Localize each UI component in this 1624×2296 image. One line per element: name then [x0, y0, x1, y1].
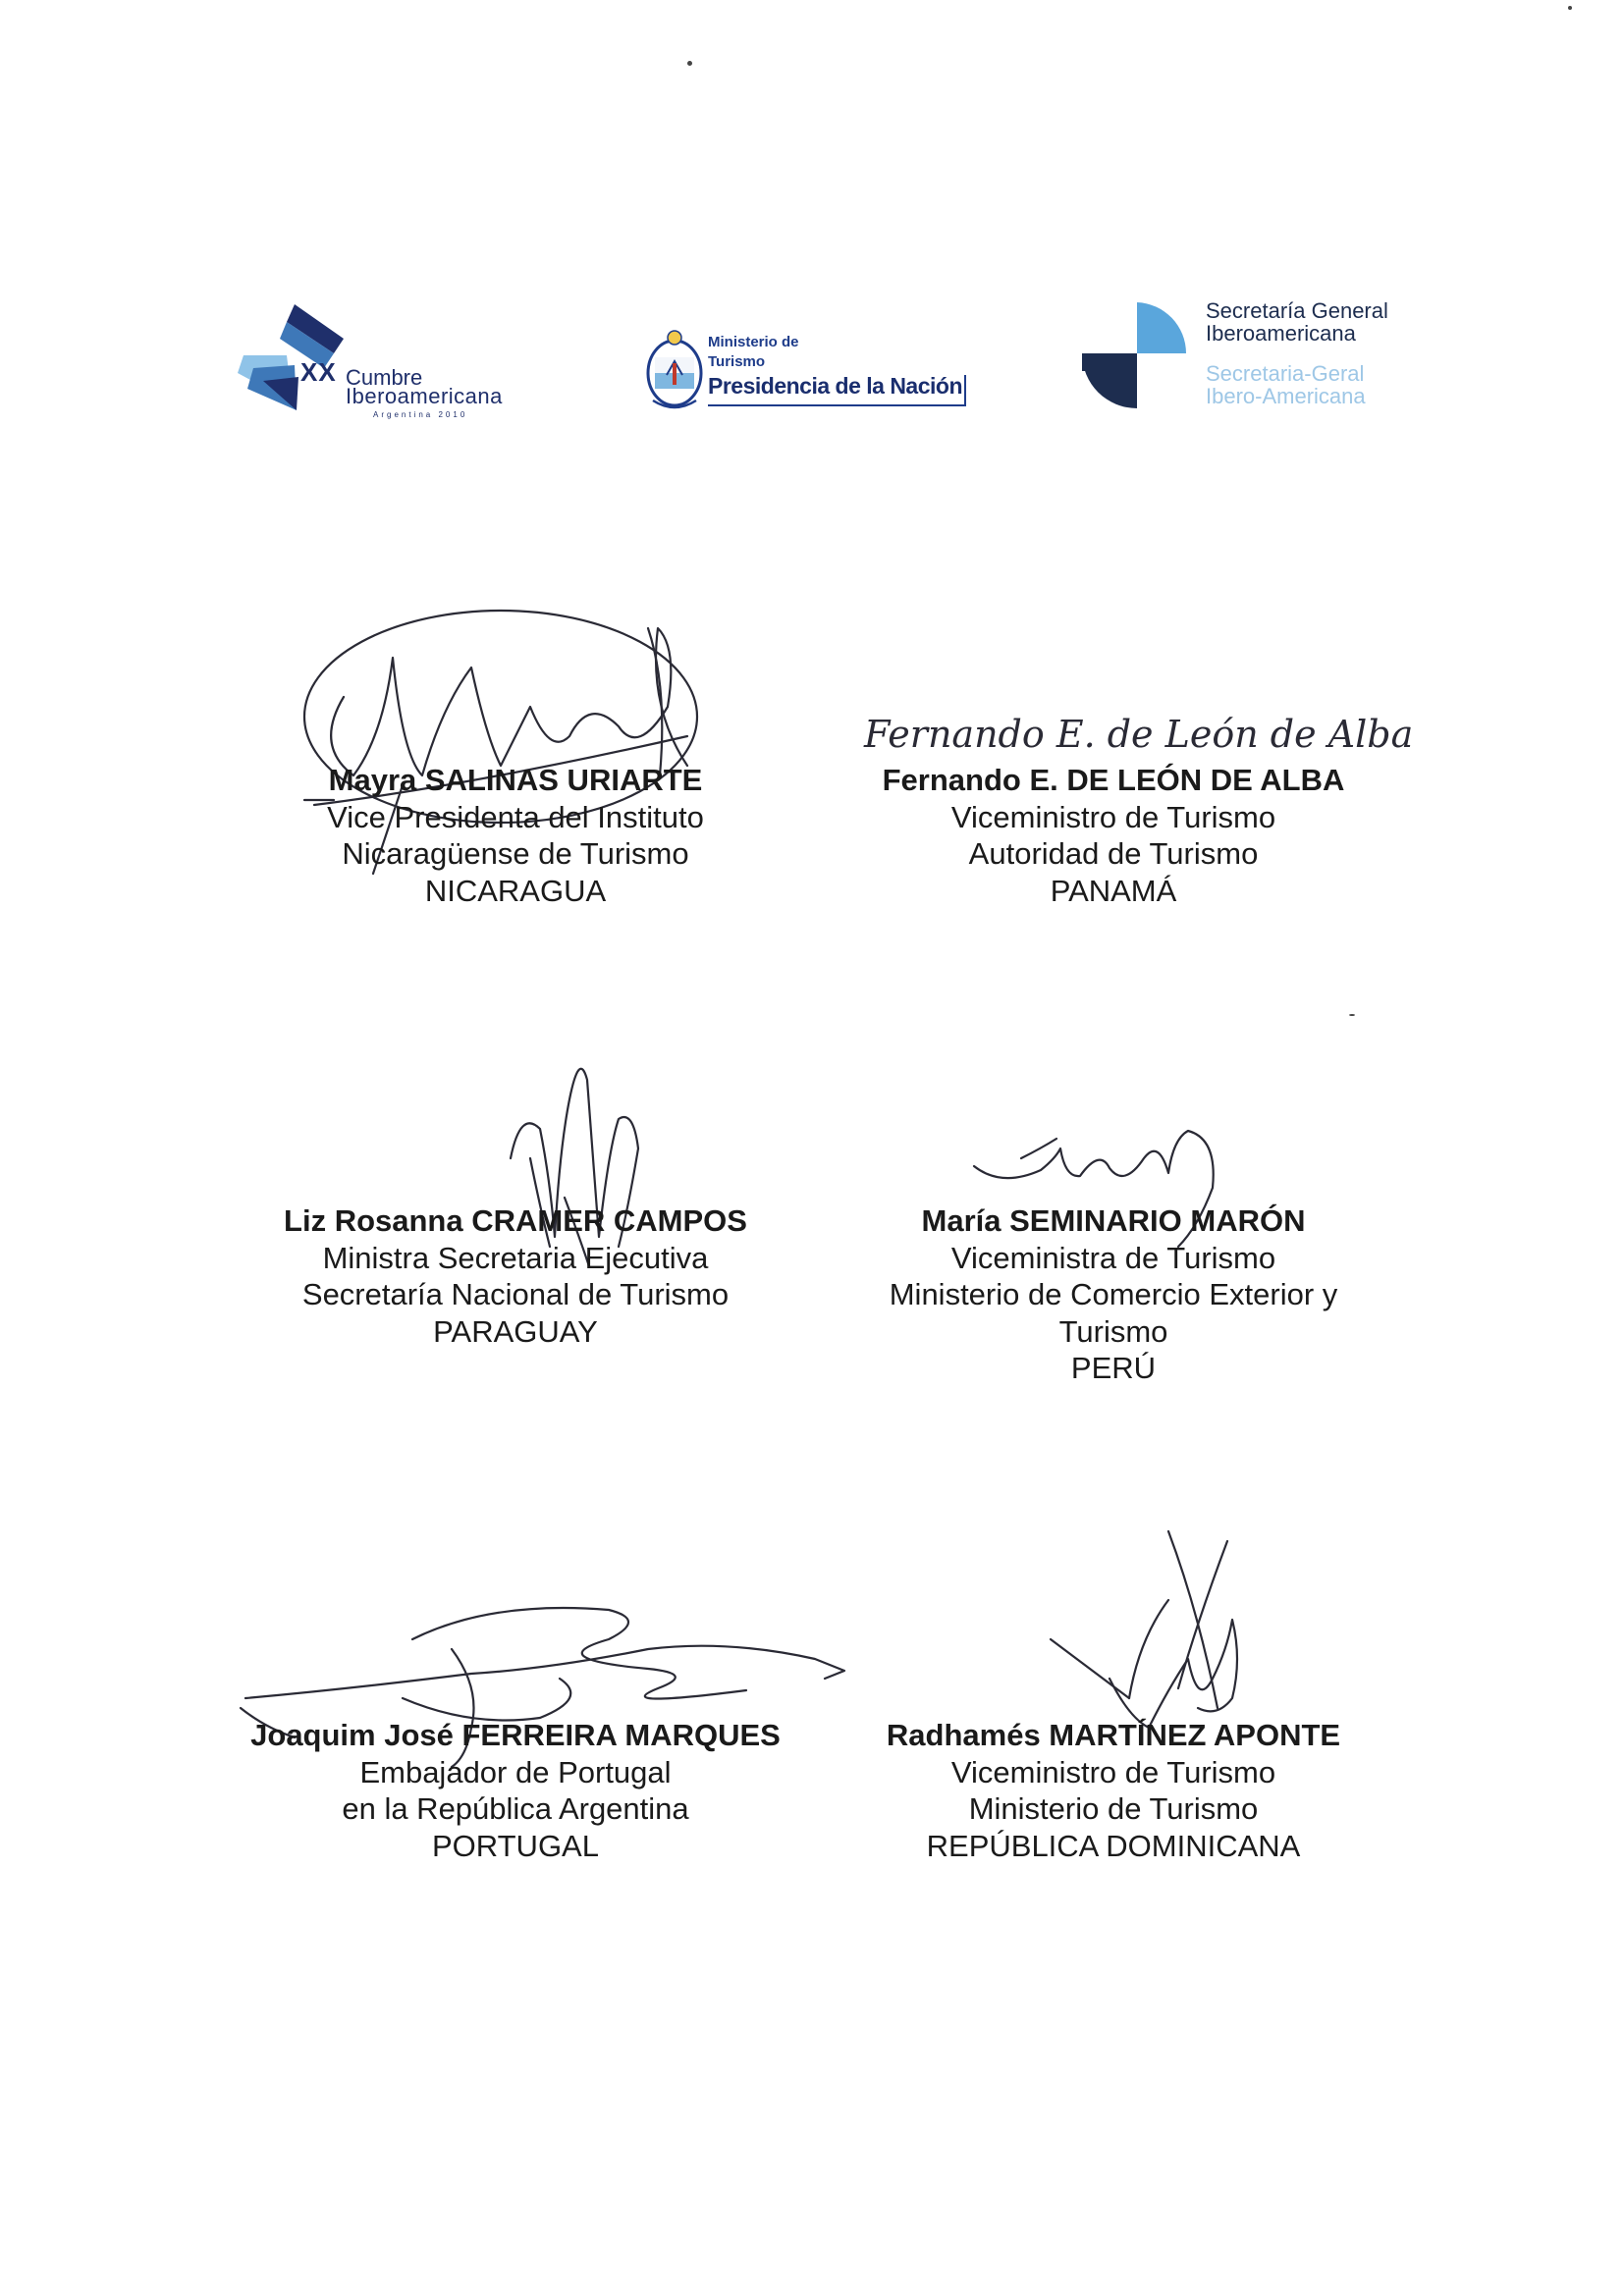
signatory-country: REPÚBLICA DOMINICANA	[926, 1828, 1301, 1863]
signatory-institution: Autoridad de Turismo	[968, 836, 1259, 871]
argentine-coat-of-arms-icon	[643, 324, 712, 422]
signatory-panama	[819, 762, 1408, 909]
signatory-title: Viceministro de Turismo	[950, 799, 1276, 834]
scan-speck	[1568, 6, 1572, 10]
signatory-name: Mayra SALINAS URIARTE	[328, 763, 703, 797]
signatory-title: Viceministra de Turismo	[950, 1240, 1276, 1275]
cumbre-iberoamericana-logo	[236, 294, 560, 432]
signatory-name: Joaquim José FERREIRA MARQUES	[250, 1718, 781, 1752]
signatory-name: Liz Rosanna CRAMER CAMPOS	[284, 1203, 747, 1238]
iberoamericana-text: Iberoamericana	[346, 384, 503, 408]
signatory-country: PORTUGAL	[432, 1828, 599, 1863]
signatory-institution: en la República Argentina	[342, 1791, 689, 1826]
segib-name-pt-1: Secretaria-Geral	[1206, 361, 1365, 386]
signatory-country: PANAMÁ	[1050, 873, 1177, 908]
segib-name-es-2: Iberoamericana	[1206, 321, 1356, 346]
leon-handwritten-text: Fernando E. de León de Alba	[864, 713, 1414, 756]
signatory-title: Vice Presidenta del Instituto	[327, 799, 704, 834]
signatory-title: Embajador de Portugal	[359, 1754, 672, 1789]
segib-name-es-1: Secretaría General	[1206, 298, 1388, 323]
signatory-portugal	[221, 1717, 810, 1864]
signatory-name: Fernando E. DE LEÓN DE ALBA	[882, 763, 1345, 797]
signatory-country: PARAGUAY	[433, 1313, 598, 1349]
segib-logo	[1080, 294, 1473, 412]
signatory-peru	[819, 1202, 1408, 1387]
ministerio-underline	[708, 404, 965, 406]
segib-name-pt-2: Ibero-Americana	[1206, 384, 1366, 408]
scan-speck	[1349, 1014, 1355, 1016]
signatory-title: Ministra Secretaria Ejecutiva	[322, 1240, 709, 1275]
signatory-institution: Ministerio de Turismo	[968, 1791, 1259, 1826]
ministerio-de-text: Ministerio de	[708, 334, 799, 350]
segib-emblem-icon	[1080, 294, 1198, 412]
argentina-2010-text: Argentina 2010	[373, 410, 468, 419]
ministerio-turismo-logo	[643, 324, 977, 422]
ministerio-side-bar	[964, 375, 966, 406]
signatory-institution: Ministerio de Comercio Exterior y	[889, 1277, 1338, 1311]
signatory-name: Radhamés MARTÍNEZ APONTE	[886, 1718, 1341, 1752]
signatory-country: PERÚ	[1070, 1351, 1157, 1385]
signatory-nicaragua	[221, 762, 810, 909]
signatory-dominican-republic	[819, 1717, 1408, 1864]
cumbre-xx-text: XX	[300, 357, 337, 387]
signatory-institution: Nicaragüense de Turismo	[342, 836, 689, 871]
scan-speck	[687, 61, 692, 66]
leon-signature-icon	[864, 692, 1414, 766]
signatory-paraguay	[221, 1202, 810, 1350]
signatory-title: Viceministro de Turismo	[950, 1754, 1276, 1789]
cumbre-word-text: Cumbre	[346, 365, 423, 390]
signatory-name: María SEMINARIO MARÓN	[921, 1203, 1306, 1238]
signatory-institution-cont: Turismo	[1058, 1313, 1168, 1349]
turismo-text: Turismo	[708, 353, 766, 370]
signatory-country: NICARAGUA	[424, 873, 607, 908]
signatory-institution: Secretaría Nacional de Turismo	[301, 1277, 730, 1311]
presidencia-text: Presidencia de la Nación	[708, 373, 963, 399]
